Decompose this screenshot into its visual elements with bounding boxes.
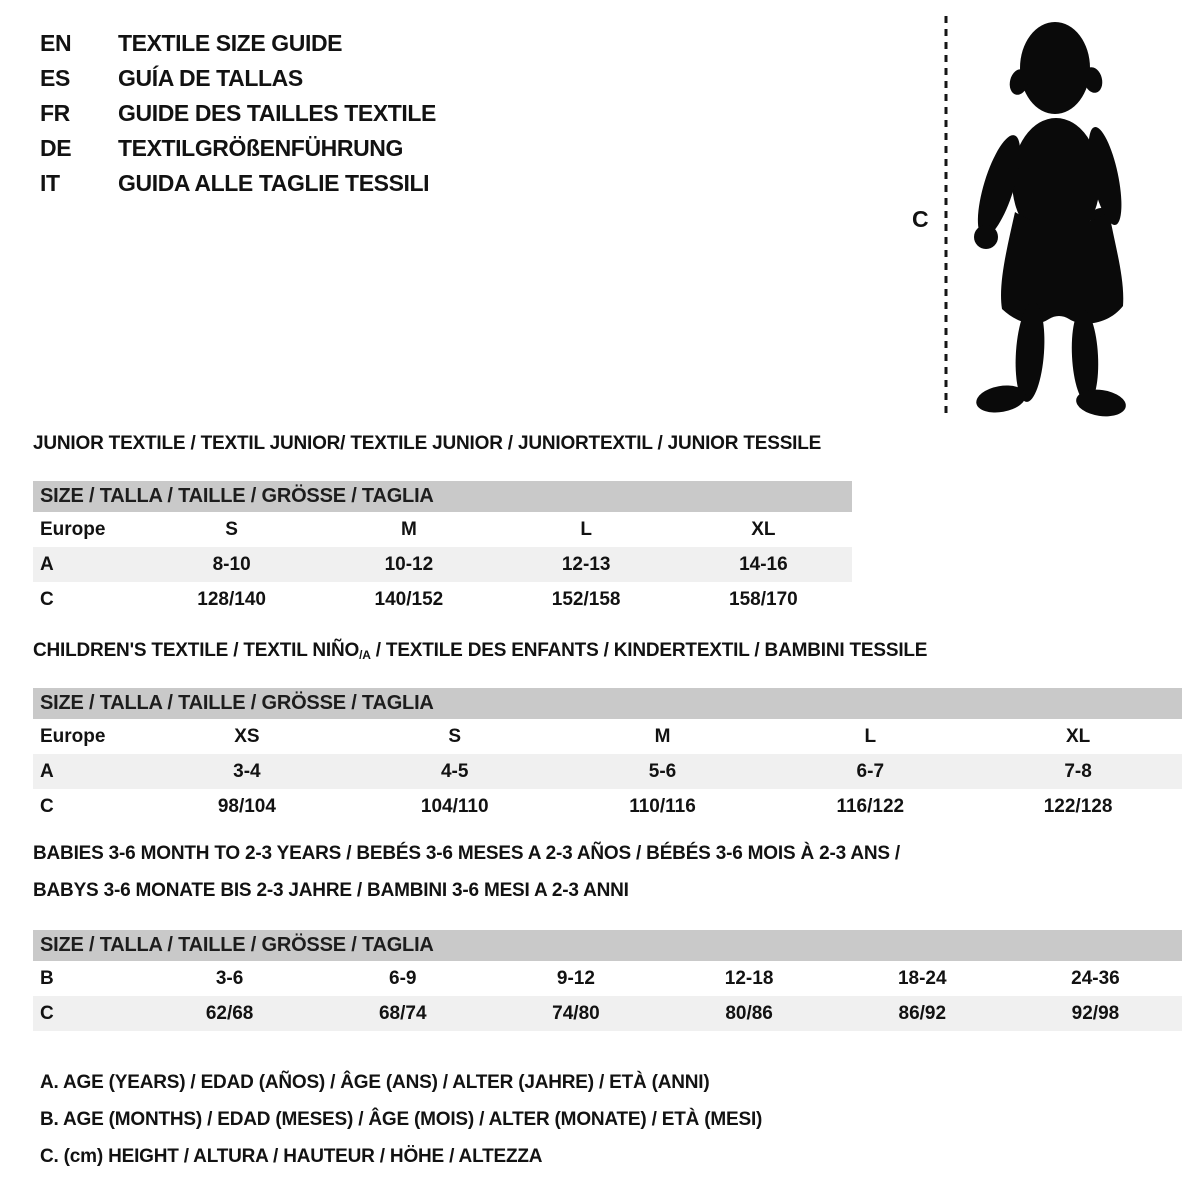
junior-section-title: JUNIOR TEXTILE / TEXTIL JUNIOR/ TEXTILE JUNIOR / JUNIORTEXTIL / JUNIOR TESSILE	[33, 433, 822, 454]
measurement-legend	[40, 1064, 762, 1175]
lang-code: ES	[40, 65, 70, 91]
age-value-cell: 12-13	[561, 553, 611, 575]
size-header-bar: SIZE / TALLA / TAILLE / GRÖSSE / TAGLIA	[33, 481, 852, 512]
table-row-age	[33, 754, 1182, 789]
size-value-cell: L	[864, 725, 877, 747]
size-header-bar: SIZE / TALLA / TAILLE / GRÖSSE / TAGLIA	[33, 688, 1182, 719]
junior-size-table	[33, 481, 852, 617]
legend-line-b: B. AGE (MONTHS) / EDAD (MESES) / ÂGE (MOIS) / ALTER (MONATE) / ETÀ (MESI)	[40, 1108, 763, 1130]
measure-c-label: C	[912, 206, 929, 232]
lang-code: EN	[40, 30, 72, 56]
lang-title: GUIDA ALLE TAGLIE TESSILI	[118, 170, 430, 196]
age-value-cell: 3-4	[233, 760, 261, 782]
lang-title: GUÍA DE TALLAS	[118, 65, 303, 91]
children-title-subscript: /A	[359, 648, 371, 662]
lang-row-en	[40, 26, 436, 61]
size-value-cell: M	[400, 518, 417, 540]
row-label: C	[40, 1002, 54, 1024]
babies-section-title-line1: BABIES 3-6 MONTH TO 2-3 YEARS / BEBÉS 3-6 MESES A 2-3 AÑOS / BÉBÉS 3-6 MOIS À 2-3 ANS /	[33, 843, 901, 864]
lang-title: TEXTILGRÖßENFÜHRUNG	[118, 135, 403, 161]
children-title-suffix: / TEXTILE DES ENFANTS / KINDERTEXTIL / BAMBINI TESSILE	[370, 640, 928, 661]
size-value-cell: XL	[751, 518, 776, 540]
table-row-age	[33, 547, 852, 582]
babies-section-title-line2: BABYS 3-6 MONATE BIS 2-3 JAHRE / BAMBINI 3-6 MESI A 2-3 ANNI	[33, 880, 629, 901]
age-value-cell: 6-7	[856, 760, 885, 782]
lang-row-de	[40, 131, 436, 166]
age-value-cell: 10-12	[384, 553, 434, 575]
toddler-silhouette	[963, 16, 1140, 420]
height-measure-dashed-line	[944, 16, 948, 416]
lang-row-it	[40, 166, 436, 201]
legend-line-c: C. (cm) HEIGHT / ALTURA / HAUTEUR / HÖHE / ALTEZZA	[40, 1145, 543, 1167]
size-value-cell: M	[654, 725, 671, 747]
age-value-cell: 7-8	[1064, 760, 1092, 782]
row-label: Europe	[40, 725, 106, 747]
row-label: C	[40, 588, 54, 610]
months-value-cell: 3-6	[215, 967, 244, 989]
size-value-cell: XS	[234, 725, 260, 747]
lang-code: DE	[40, 135, 72, 161]
height-value-cell: 152/158	[551, 588, 621, 610]
table-row-height	[33, 789, 1182, 824]
months-value-cell: 9-12	[556, 967, 595, 989]
row-label: Europe	[40, 518, 106, 540]
row-label: B	[40, 967, 54, 989]
months-value-cell: 24-36	[1071, 967, 1120, 989]
table-row-height	[33, 996, 1182, 1031]
size-value-cell: XL	[1065, 725, 1091, 747]
children-title-prefix: CHILDREN'S TEXTILE / TEXTIL NIÑO	[33, 640, 360, 661]
size-value-cell: S	[448, 725, 462, 747]
row-label: A	[40, 760, 54, 782]
legend-line-a: A. AGE (YEARS) / EDAD (AÑOS) / ÂGE (ANS) / ALTER (JAHRE) / ETÀ (ANNI)	[40, 1071, 710, 1093]
lang-code: IT	[40, 170, 60, 196]
height-value-cell: 128/140	[197, 588, 266, 610]
age-value-cell: 14-16	[739, 553, 788, 575]
height-value-cell: 116/122	[836, 795, 905, 817]
height-value-cell: 92/98	[1071, 1002, 1120, 1024]
lang-row-fr	[40, 96, 436, 131]
height-value-cell: 68/74	[378, 1002, 427, 1024]
height-value-cell: 104/110	[420, 795, 489, 817]
lang-title: TEXTILE SIZE GUIDE	[118, 30, 343, 56]
table-row-months	[33, 961, 1182, 996]
height-value-cell: 140/152	[374, 588, 444, 610]
children-size-table	[33, 688, 1182, 824]
size-header-bar: SIZE / TALLA / TAILLE / GRÖSSE / TAGLIA	[33, 930, 1182, 961]
height-value-cell: 158/170	[729, 588, 798, 610]
language-title-list	[40, 26, 436, 201]
row-label: A	[40, 553, 54, 575]
height-value-cell: 74/80	[552, 1002, 600, 1024]
lang-code: FR	[40, 100, 70, 126]
height-value-cell: 80/86	[725, 1002, 773, 1024]
table-row-height	[33, 582, 852, 617]
months-value-cell: 12-18	[724, 967, 774, 989]
age-value-cell: 4-5	[440, 760, 469, 782]
height-value-cell: 86/92	[898, 1002, 947, 1024]
age-value-cell: 5-6	[648, 760, 677, 782]
lang-row-es	[40, 61, 436, 96]
height-value-cell: 122/128	[1043, 795, 1113, 817]
age-value-cell: 8-10	[212, 553, 251, 575]
table-row-europe	[33, 719, 1182, 754]
babies-size-table	[33, 930, 1182, 1031]
table-row-europe	[33, 512, 852, 547]
size-value-cell: L	[580, 518, 592, 540]
months-value-cell: 18-24	[897, 967, 947, 989]
height-value-cell: 98/104	[217, 795, 276, 817]
children-section-title	[33, 640, 927, 662]
lang-title: GUIDE DES TAILLES TEXTILE	[118, 100, 436, 126]
height-value-cell: 62/68	[205, 1002, 254, 1024]
months-value-cell: 6-9	[389, 967, 417, 989]
row-label: C	[40, 795, 54, 817]
size-value-cell: S	[225, 518, 238, 540]
height-value-cell: 110/116	[629, 795, 696, 817]
